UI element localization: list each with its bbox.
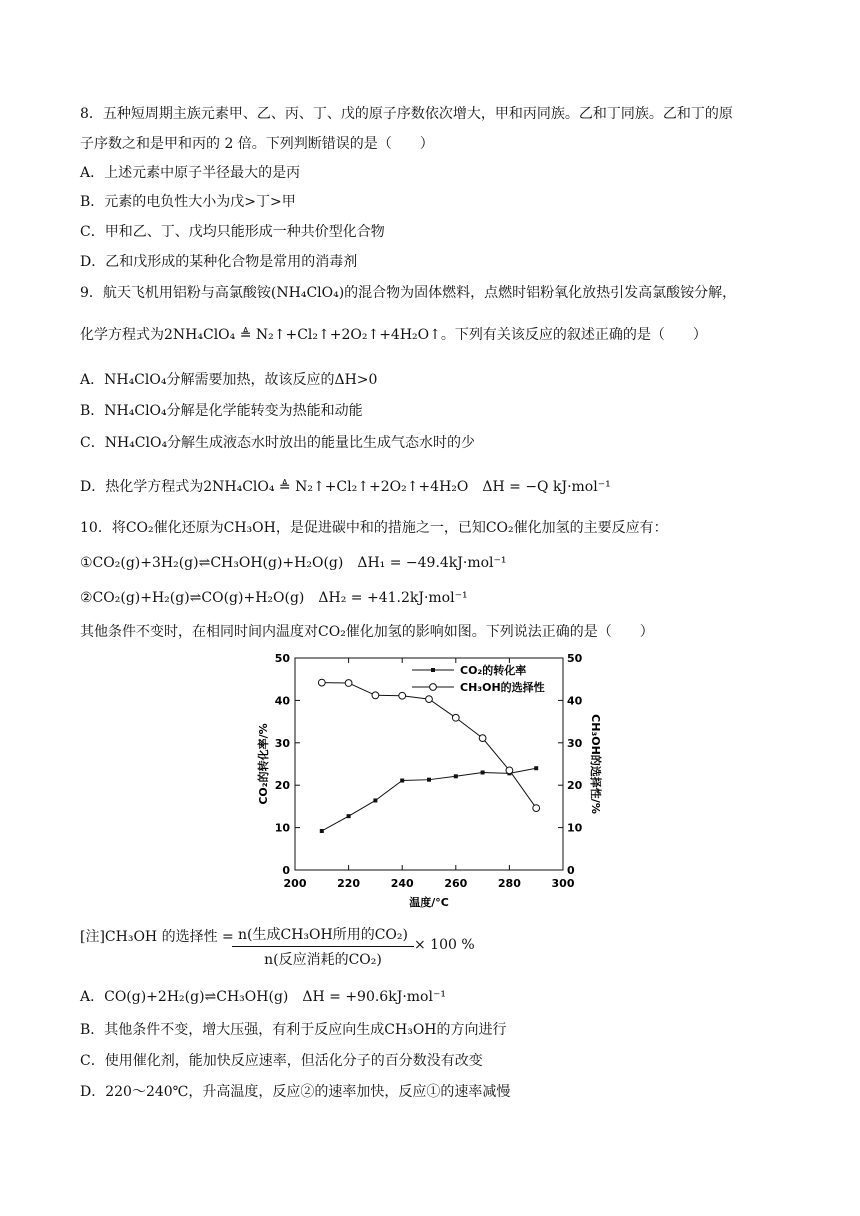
x-tick-label: 280 — [497, 877, 521, 890]
y-tick-label-left: 0 — [282, 864, 290, 877]
x-tick-label: 240 — [390, 877, 414, 890]
selectivity-note-label: [注]CH₃OH 的选择性 = — [80, 929, 234, 945]
y-tick-label-right: 20 — [567, 779, 583, 793]
y-axis-label-right: CH₃OH的选择性/% — [589, 714, 602, 814]
selectivity-denominator: n(反应消耗的CO₂) — [264, 952, 382, 968]
data-point-ch3oh-selectivity — [372, 692, 379, 699]
selectivity-fraction — [232, 924, 414, 969]
legend-marker-filled — [431, 668, 435, 672]
selectivity-numerator: n(生成CH₃OH所用的CO₂) — [232, 924, 414, 947]
q9-option-d: D．热化学方程式为2NH₄ClO₄ ≜ N₂↑+Cl₂↑+2O₂↑+4H₂O ΔH = −Q kJ·mol⁻¹ — [80, 479, 611, 495]
q10-stem: 10．将CO₂催化还原为CH₃OH，是促进碳中和的措施之一，已知CO₂催化加氢的主要反应有： — [80, 520, 668, 536]
data-point-ch3oh-selectivity — [399, 692, 406, 699]
co2-hydrogenation-chart — [240, 648, 600, 918]
data-point-co2-conversion — [481, 770, 485, 774]
q8-option-b: B．元素的电负性大小为戊>丁>甲 — [80, 194, 296, 210]
q8-option-c: C．甲和乙、丁、戊均只能形成一种共价型化合物 — [80, 224, 385, 240]
q8-option-d: D．乙和戊形成的某种化合物是常用的消毒剂 — [80, 254, 358, 270]
selectivity-percent: × 100 % — [414, 937, 475, 953]
data-point-co2-conversion — [347, 814, 351, 818]
q10-stem-2: 其他条件不变时，在相同时间内温度对CO₂催化加氢的影响如图。下列说法正确的是（ ） — [80, 624, 654, 640]
legend-label-2: CH₃OH的选择性 — [460, 681, 545, 694]
q10-option-a: A．CO(g)+2H₂(g)⇌CH₃OH(g) ΔH = +90.6kJ·mol⁻¹ — [80, 989, 446, 1005]
data-point-ch3oh-selectivity — [533, 805, 540, 812]
data-point-ch3oh-selectivity — [345, 680, 352, 687]
legend-label-1: CO₂的转化率 — [460, 664, 527, 677]
data-point-ch3oh-selectivity — [318, 679, 325, 686]
q10-option-b: B．其他条件不变，增大压强，有利于反应向生成CH₃OH的方向进行 — [80, 1022, 507, 1038]
y-tick-label-right: 10 — [567, 821, 583, 835]
q9-option-b: B．NH₄ClO₄分解是化学能转变为热能和动能 — [80, 403, 363, 419]
data-point-ch3oh-selectivity — [426, 696, 433, 703]
x-tick-label: 200 — [283, 877, 307, 890]
q9-stem-line1: 9．航天飞机用铝粉与高氯酸铵(NH₄ClO₄)的混合物为固体燃料，点燃时铝粉氧化放热引发高氯酸铵分解， — [80, 285, 737, 301]
y-tick-label-left: 20 — [274, 779, 290, 793]
y-tick-label-right: 0 — [567, 864, 575, 877]
y-tick-label-right: 50 — [567, 652, 583, 665]
y-axis-label-left: CO₂的转化率/% — [257, 723, 270, 805]
x-tick-label: 220 — [337, 877, 361, 890]
y-tick-label-left: 40 — [274, 694, 290, 708]
data-point-co2-conversion — [427, 778, 431, 782]
data-point-co2-conversion — [534, 766, 538, 770]
y-tick-label-right: 30 — [567, 736, 583, 750]
x-axis-label: 温度/°C — [409, 896, 449, 909]
data-point-ch3oh-selectivity — [479, 735, 486, 742]
data-point-co2-conversion — [454, 774, 458, 778]
series-line-1 — [322, 768, 536, 831]
q8-stem-line2: 子序数之和是甲和丙的 2 倍。下列判断错误的是（ ） — [80, 136, 434, 152]
q10-option-d: D．220～240℃，升高温度，反应②的速率加快，反应①的速率减慢 — [80, 1084, 511, 1100]
data-point-ch3oh-selectivity — [452, 714, 459, 721]
y-tick-label-right: 40 — [567, 694, 583, 708]
q10-reaction-2: ②CO₂(g)+H₂(g)⇌CO(g)+H₂O(g) ΔH₂ = +41.2kJ·mol⁻¹ — [80, 590, 468, 606]
x-tick-label: 300 — [551, 877, 575, 890]
y-tick-label-left: 50 — [274, 652, 290, 665]
q9-option-c: C．NH₄ClO₄分解生成液态水时放出的能量比生成气态水时的少 — [80, 435, 476, 451]
y-tick-label-left: 30 — [274, 736, 290, 750]
q8-option-a: A．上述元素中原子半径最大的是丙 — [80, 165, 301, 181]
data-point-co2-conversion — [400, 779, 404, 783]
q10-option-c: C．使用催化剂，能加快反应速率，但活化分子的百分数没有改变 — [80, 1053, 483, 1069]
x-tick-label: 260 — [444, 877, 468, 890]
data-point-co2-conversion — [373, 798, 377, 802]
q9-stem-line2: 化学方程式为2NH₄ClO₄ ≜ N₂↑+Cl₂↑+2O₂↑+4H₂O↑。下列有关该反应的叙述正确的是（ ） — [80, 327, 707, 343]
y-tick-label-left: 10 — [274, 821, 290, 835]
q9-option-a: A．NH₄ClO₄分解需要加热，故该反应的ΔH>0 — [80, 372, 378, 388]
data-point-co2-conversion — [320, 829, 324, 833]
data-point-ch3oh-selectivity — [506, 767, 513, 774]
legend-marker-open — [430, 684, 437, 691]
q10-reaction-1: ①CO₂(g)+3H₂(g)⇌CH₃OH(g)+H₂O(g) ΔH₁ = −49.4kJ·mol⁻¹ — [80, 555, 507, 571]
q8-stem-line1: 8．五种短周期主族元素甲、乙、丙、丁、戊的原子序数依次增大，甲和丙同族。乙和丁同族。乙和丁的原 — [80, 106, 733, 122]
